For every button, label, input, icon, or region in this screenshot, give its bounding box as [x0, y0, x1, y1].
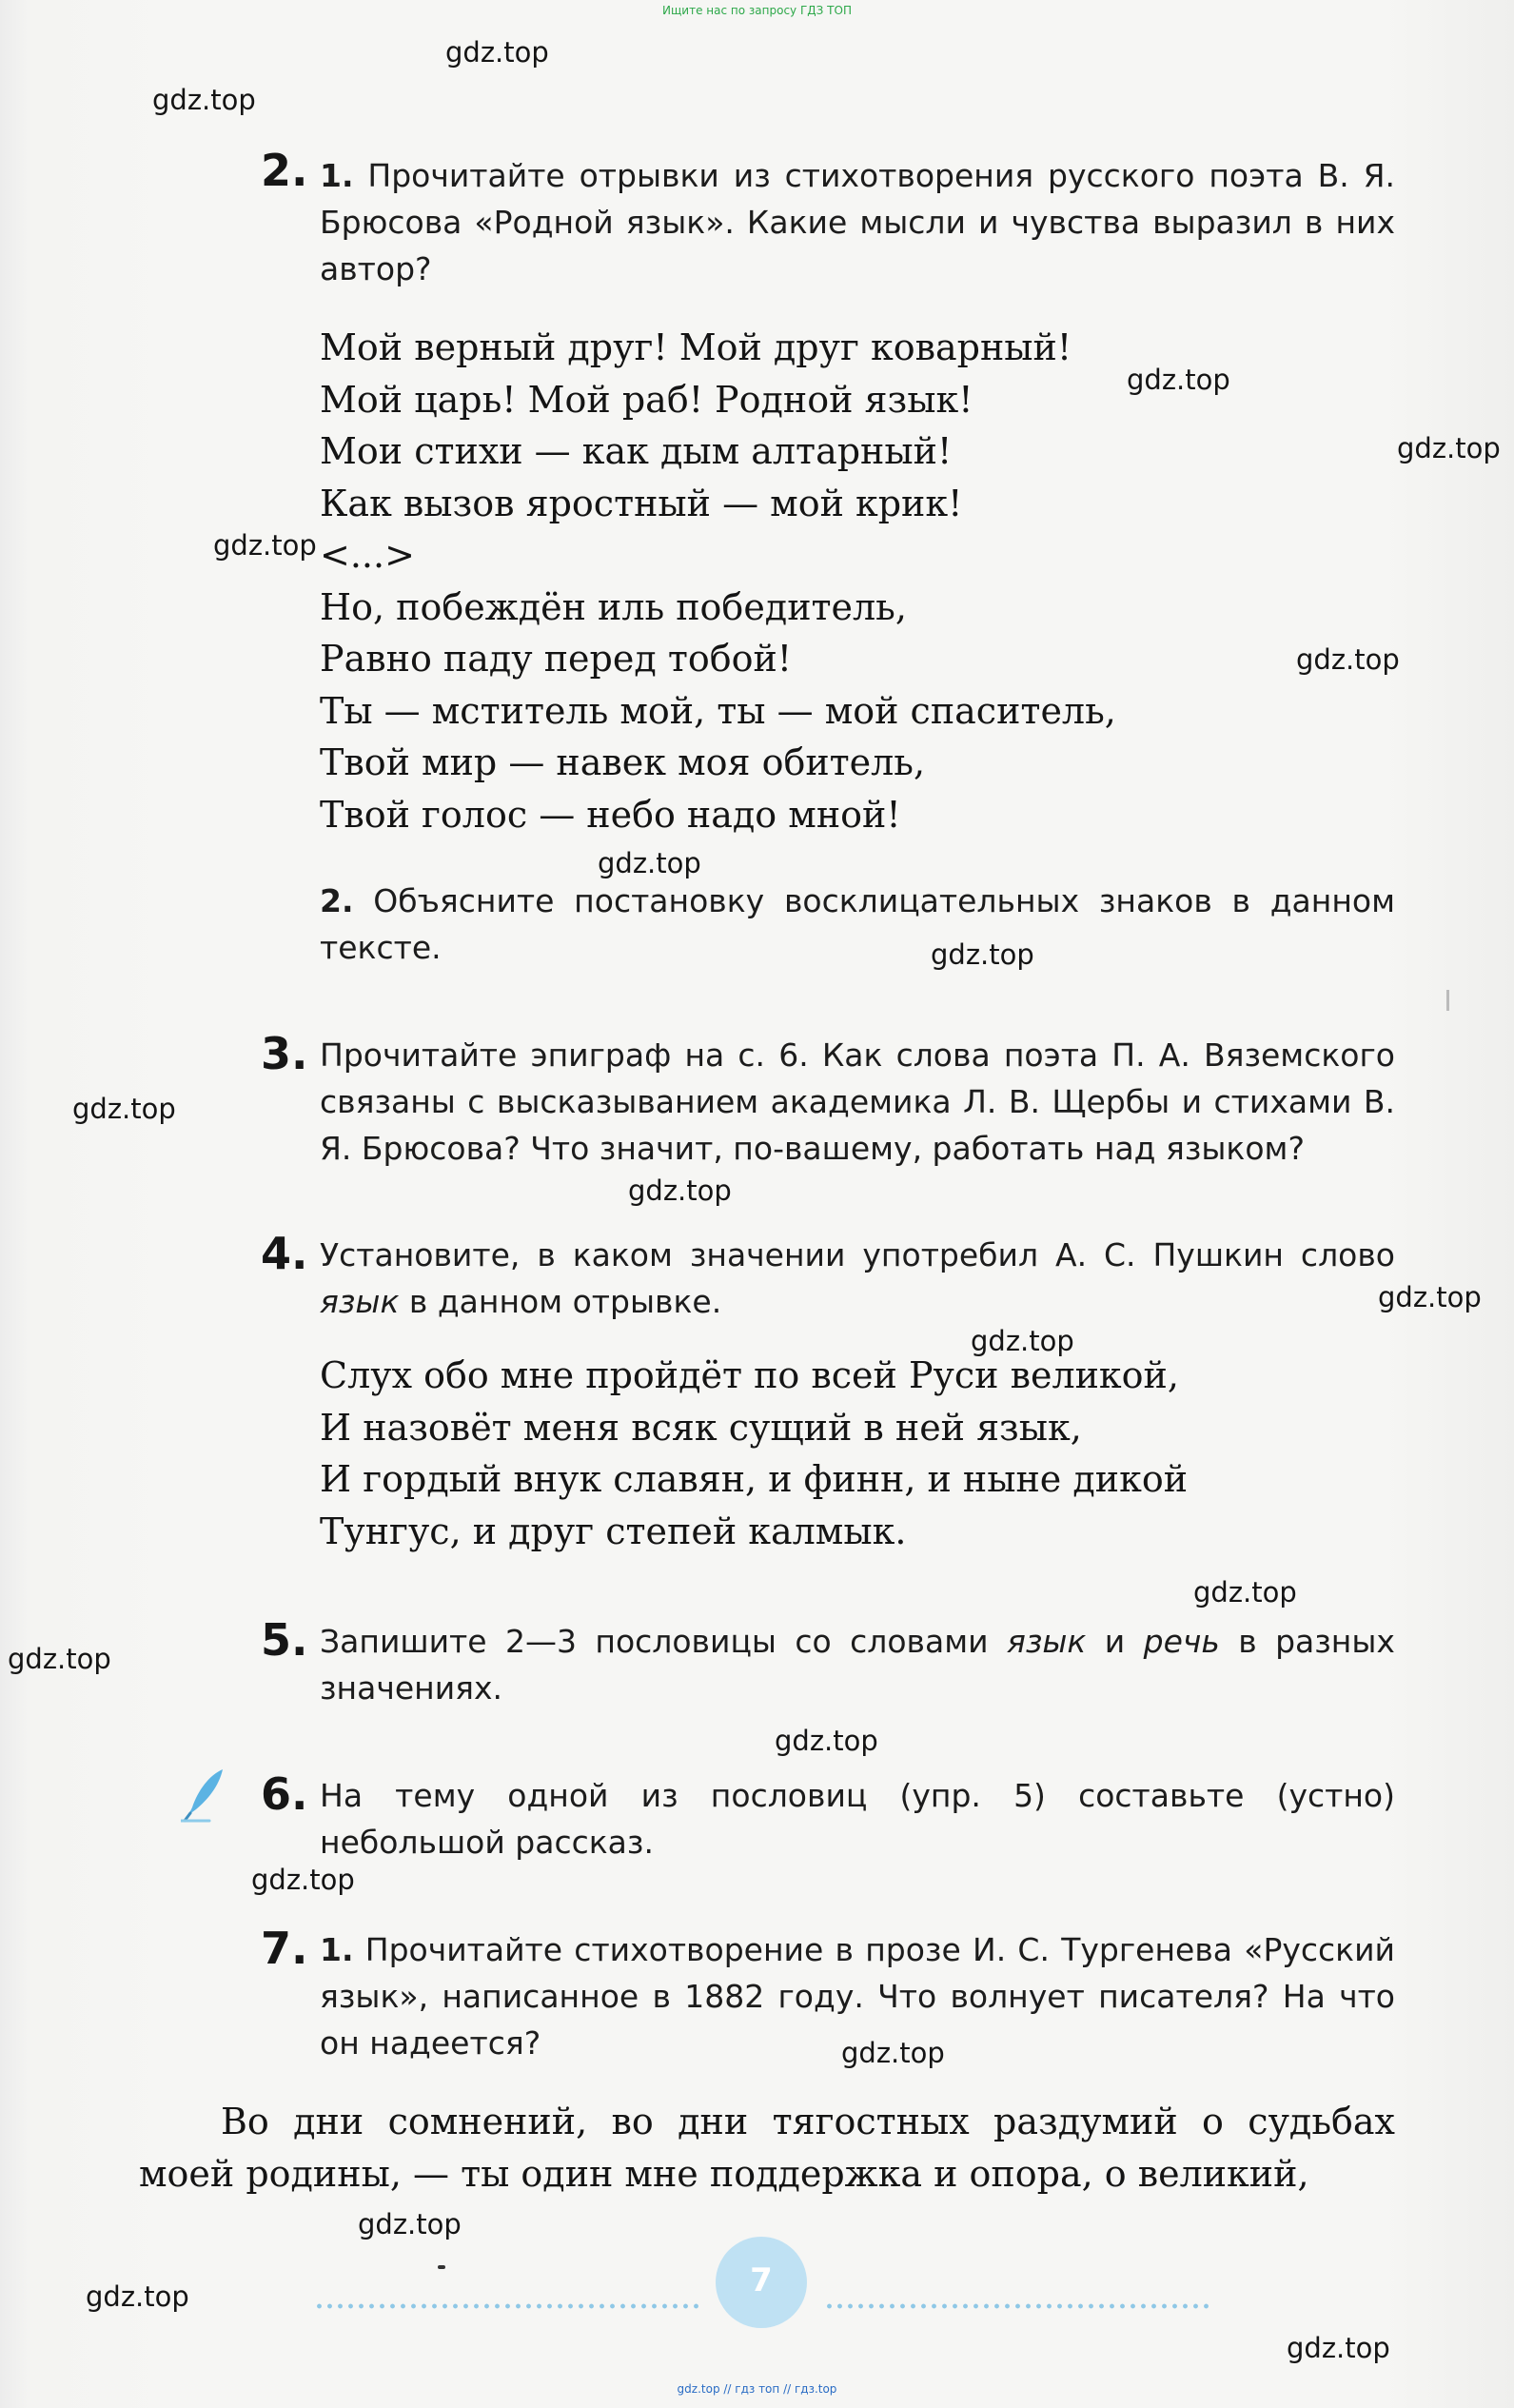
footer-dots-left — [314, 2303, 702, 2309]
italic-word: язык — [320, 1283, 400, 1320]
subtask-label: 2. — [320, 882, 354, 919]
task-number: 6. — [261, 1768, 308, 1820]
watermark: gdz.top — [251, 1864, 355, 1896]
poem-line: Мой верный друг! Мой друг коварный! — [320, 326, 1072, 368]
watermark: gdz.top — [841, 2037, 945, 2069]
task-text: Прочитайте стихотворение в прозе И. С. Тургенева «Русский язык», написанное в 1882 году. Что волнует писателя? На что он надеется? — [320, 1931, 1395, 2062]
watermark: gdz.top — [1378, 1281, 1482, 1313]
poem-line: Тунгус, и друг степей калмык. — [320, 1510, 907, 1552]
watermark: gdz.top — [1287, 2332, 1390, 2364]
margin-tick — [1446, 990, 1449, 1011]
watermark: gdz.top — [1397, 432, 1501, 464]
watermark: gdz.top — [1193, 1576, 1297, 1609]
task-text-part: и — [1104, 1623, 1126, 1660]
task-number: 5. — [261, 1614, 308, 1666]
task-text-part: в разных значениях. — [320, 1623, 1395, 1707]
task-text: Прочитайте эпиграф на с. 6. Как слова поэта П. А. Вяземского связаны с высказыванием академика Л. В. Щербы и стихами В. Я. Брюсова? Что значит, по-вашему, работать над языком? — [320, 1036, 1395, 1167]
watermark: gdz.top — [72, 1093, 176, 1125]
watermark: gdz.top — [86, 2280, 189, 2313]
watermark: gdz.top — [213, 529, 317, 562]
watermark: gdz.top — [598, 847, 701, 879]
task-number: 4. — [261, 1228, 308, 1279]
watermark: gdz.top — [1127, 364, 1230, 396]
bryusov-poem — [320, 322, 1395, 840]
poem-line: И назовёт меня всяк сущий в ней язык, — [320, 1406, 1082, 1449]
task-text: Объясните постановку восклицательных знаков в данном тексте. — [320, 882, 1395, 966]
poem-line: Но, побеждён иль победитель, — [320, 585, 907, 628]
task-2-part-1 — [320, 152, 1395, 292]
turgenev-prose — [139, 2096, 1395, 2201]
task-text: На тему одной из пословиц (упр. 5) составьте (устно) небольшой рассказ. — [320, 1777, 1395, 1861]
watermark: gdz.top — [775, 1725, 878, 1757]
task-text: Прочитайте отрывки из стихотворения русского поэта В. Я. Брюсова «Родной язык». Какие мысли и чувства выразил в них автор? — [320, 157, 1396, 287]
watermark: gdz.top — [152, 84, 256, 116]
poem-line: Мои стихи — как дым алтарный! — [320, 430, 953, 472]
task-number: 2. — [261, 145, 308, 196]
pen-icon — [181, 1766, 228, 1823]
poem-line: Как вызов яростный — мой крик! — [320, 482, 963, 524]
subtask-label: 1. — [320, 1931, 354, 1968]
ink-mark — [438, 2265, 445, 2269]
poem-line: <...> — [320, 534, 415, 576]
watermark: gdz.top — [971, 1325, 1074, 1357]
poem-line: Мой царь! Мой раб! Родной язык! — [320, 378, 973, 421]
top-banner[interactable]: Ищите нас по запросу ГДЗ ТОП — [662, 4, 852, 17]
footer-dots-right — [824, 2303, 1212, 2309]
poem-line: И гордый внук славян, и финн, и ныне дикой — [320, 1458, 1189, 1500]
page-number: 7 — [750, 2261, 773, 2299]
task-text-part: Установите, в каком значении употребил А. С. Пушкин слово — [320, 1236, 1395, 1273]
italic-word: язык — [1006, 1623, 1087, 1660]
poem-line: Слух обо мне пройдёт по всей Руси великой, — [320, 1354, 1179, 1396]
subtask-label: 1. — [320, 157, 354, 194]
watermark: gdz.top — [1296, 643, 1400, 676]
task-number: 7. — [261, 1923, 308, 1974]
task-text — [320, 1618, 1395, 1711]
poem-line: Равно паду перед тобой! — [320, 638, 793, 680]
watermark: gdz.top — [358, 2208, 462, 2240]
watermark: gdz.top — [8, 1643, 111, 1675]
italic-word: речь — [1143, 1623, 1220, 1660]
task-number: 3. — [261, 1028, 308, 1079]
poem-line: Ты — мститель мой, ты — мой спаситель, — [320, 689, 1116, 732]
task-2-part-2 — [320, 878, 1395, 971]
task-7-part-1 — [320, 1926, 1395, 2066]
poem-line: Твой мир — навек моя обитель, — [320, 741, 926, 783]
task-text-part: Запишите 2—3 пословицы со словами — [320, 1623, 989, 1660]
bottom-banner[interactable]: gdz.top // гдз топ // гдз.top — [677, 2382, 837, 2396]
poem-line: Твой голос — небо надо мной! — [320, 793, 901, 836]
task-text-part: в данном отрывке. — [408, 1283, 722, 1320]
watermark: gdz.top — [931, 938, 1034, 971]
pushkin-poem — [320, 1350, 1395, 1557]
watermark: gdz.top — [445, 36, 549, 69]
task-text — [320, 1232, 1395, 1325]
prose-paragraph: Во дни сомнений, во дни тягостных раздумий о судьбах моей родины, — ты один мне поддержка и опора, о великий, — [139, 2101, 1395, 2195]
watermark: gdz.top — [628, 1174, 732, 1207]
